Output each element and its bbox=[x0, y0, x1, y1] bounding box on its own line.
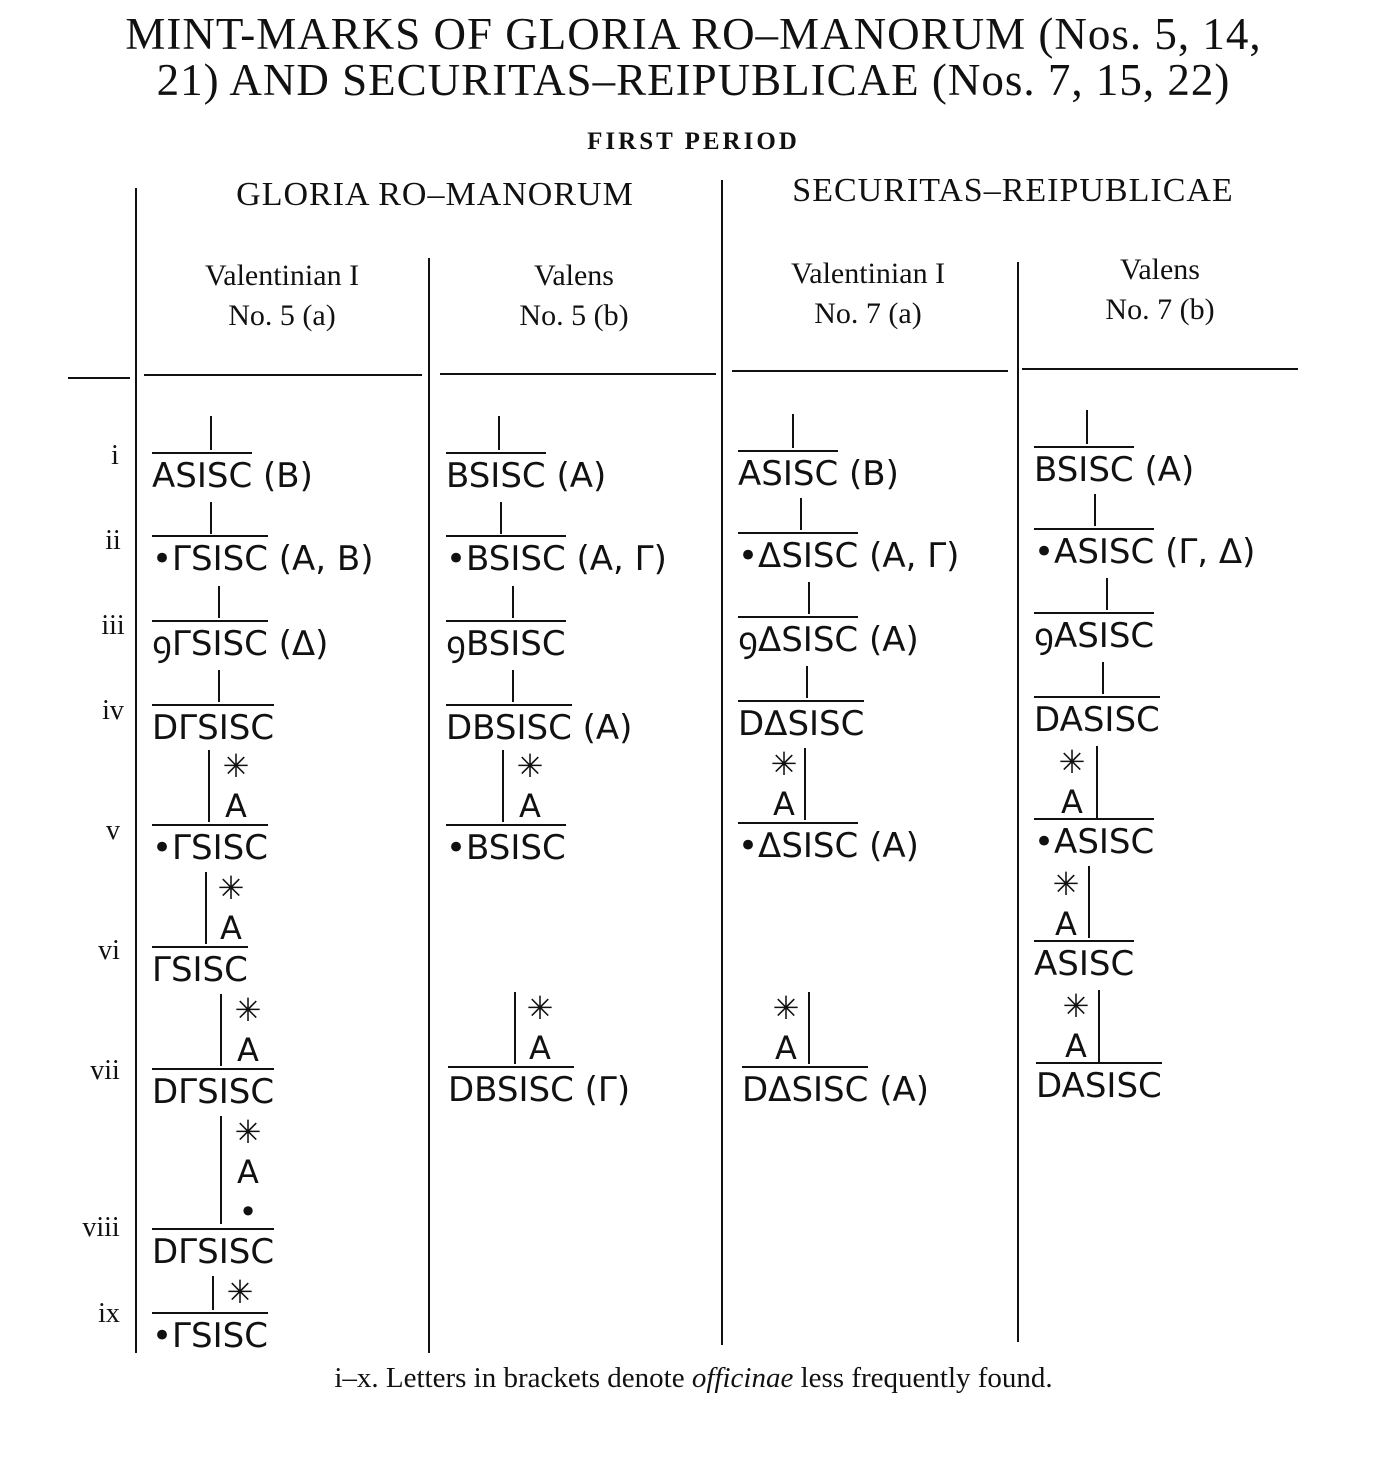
officinae-note: (A) bbox=[879, 1070, 929, 1110]
footnote bbox=[0, 1362, 1387, 1395]
group-gloria: GLORIA RO–MANORUM bbox=[236, 176, 634, 213]
exergue: DASISC bbox=[1034, 696, 1160, 740]
rule-col-1-2 bbox=[428, 258, 430, 1353]
exergue: •ASISC bbox=[1034, 528, 1154, 572]
c1-r1-tick bbox=[210, 416, 212, 450]
exergue: DΓSISC bbox=[152, 1228, 274, 1272]
exergue: ꝯASISC bbox=[1034, 612, 1154, 656]
c4-r5-mark bbox=[1034, 818, 1154, 862]
officinae-note: (A, B) bbox=[278, 539, 374, 579]
exergue: •BSISC bbox=[446, 824, 566, 868]
col-3-number: No. 7 (a) bbox=[814, 297, 922, 330]
header-rule-2 bbox=[440, 373, 716, 375]
field-dot: • bbox=[238, 1193, 258, 1231]
c1-r4-mark bbox=[152, 704, 274, 748]
row-num-iv: iv bbox=[102, 695, 124, 726]
exergue: •ΔSISC bbox=[738, 532, 858, 576]
c2-r2-mark bbox=[446, 535, 667, 579]
c3-r5-tick bbox=[804, 748, 806, 820]
c1-r5-field bbox=[216, 746, 256, 826]
c1-r3-tick bbox=[218, 586, 220, 618]
col-4-emperor: Valens bbox=[1120, 253, 1200, 286]
field-letter: A bbox=[220, 909, 242, 947]
c1-r8-field bbox=[228, 1112, 268, 1232]
header-rule-4 bbox=[1022, 368, 1298, 370]
c2-r2-tick bbox=[500, 502, 502, 534]
col-2-number: No. 5 (b) bbox=[519, 299, 629, 332]
c3-r2-mark bbox=[738, 532, 959, 576]
exergue: DΓSISC bbox=[152, 704, 274, 748]
c4-r1-mark bbox=[1034, 446, 1194, 490]
c4-r2-tick bbox=[1094, 494, 1096, 526]
row-num-vii: vii bbox=[90, 1055, 120, 1086]
c1-r9-tick bbox=[212, 1276, 214, 1310]
c1-r2-mark bbox=[152, 535, 373, 579]
col-header-3 bbox=[728, 254, 1008, 334]
exergue: DΔSISC bbox=[742, 1066, 868, 1110]
c4-r6-mark bbox=[1034, 940, 1134, 984]
officinae-note: (A) bbox=[556, 456, 607, 496]
c3-r3-mark bbox=[738, 616, 919, 660]
officinae-note: (B) bbox=[849, 454, 899, 494]
star-icon: ✳ bbox=[526, 989, 554, 1027]
col-header-2 bbox=[434, 256, 714, 336]
c1-r2-tick bbox=[210, 502, 212, 534]
c1-r8-mark bbox=[152, 1228, 274, 1272]
star-icon: ✳ bbox=[516, 747, 544, 785]
c2-r4-mark bbox=[446, 704, 632, 748]
c4-r3-mark bbox=[1034, 612, 1154, 656]
group-securitas: SECURITAS–REIPUBLICAE bbox=[792, 172, 1234, 209]
star-icon: ✳ bbox=[217, 869, 245, 907]
exergue: DBSISC bbox=[448, 1066, 574, 1110]
c3-r1-tick bbox=[792, 414, 794, 448]
exergue: DBSISC bbox=[446, 704, 572, 748]
field-letter: A bbox=[225, 787, 247, 825]
star-icon: ✳ bbox=[222, 747, 250, 785]
header-rule-3 bbox=[732, 370, 1008, 372]
col-header-1 bbox=[142, 256, 422, 336]
c2-r7-tick bbox=[514, 992, 516, 1064]
field-letter: A bbox=[519, 787, 541, 825]
c1-r4-tick bbox=[218, 670, 220, 702]
c3-r4-tick bbox=[806, 666, 808, 698]
c1-r6-tick bbox=[205, 872, 207, 944]
c1-r3-mark bbox=[152, 620, 328, 664]
star-icon: ✳ bbox=[772, 989, 800, 1027]
c4-r3-tick bbox=[1106, 578, 1108, 610]
exergue: ASISC bbox=[152, 452, 252, 496]
field-letter: A bbox=[773, 785, 795, 823]
officinae-note: (A) bbox=[582, 708, 633, 748]
c4-r6-tick bbox=[1088, 866, 1090, 938]
officinae-note: (Δ) bbox=[278, 624, 329, 664]
exergue: ꝯBSISC bbox=[446, 620, 566, 664]
officinae-note: (A) bbox=[1144, 450, 1195, 490]
c3-r7-tick bbox=[808, 992, 810, 1064]
c1-r7-mark bbox=[152, 1068, 274, 1112]
col-1-number: No. 5 (a) bbox=[228, 299, 336, 332]
col-3-emperor: Valentinian I bbox=[790, 257, 946, 290]
c3-r4-mark bbox=[738, 700, 864, 744]
c3-r2-tick bbox=[800, 498, 802, 530]
officinae-note: (A) bbox=[869, 826, 919, 866]
exergue: BSISC bbox=[446, 452, 546, 496]
officinae-note: (A, Γ) bbox=[576, 539, 667, 579]
c4-r7-field bbox=[1056, 986, 1096, 1066]
footnote-italic: officinae bbox=[691, 1362, 794, 1394]
row-num-v: v bbox=[106, 815, 120, 846]
c4-r5-tick bbox=[1096, 746, 1098, 818]
header-rule-rows bbox=[68, 377, 130, 379]
star-icon: ✳ bbox=[770, 745, 798, 783]
rule-center bbox=[721, 180, 723, 1345]
col-4-number: No. 7 (b) bbox=[1105, 293, 1215, 326]
row-num-vi: vi bbox=[98, 935, 120, 966]
c4-r7-mark bbox=[1036, 1062, 1162, 1106]
footnote-text-end: less frequently found. bbox=[793, 1362, 1053, 1394]
field-letter: A bbox=[1065, 1027, 1087, 1065]
row-num-ix: ix bbox=[98, 1298, 120, 1329]
c3-r1-mark bbox=[738, 450, 899, 494]
exergue: •ΓSISC bbox=[152, 1312, 268, 1356]
c4-r7-tick bbox=[1098, 990, 1100, 1062]
c2-r3-tick bbox=[512, 586, 514, 618]
c1-r9-mark bbox=[152, 1312, 268, 1356]
row-num-ii: ii bbox=[105, 525, 121, 556]
rule-col-3-4 bbox=[1017, 262, 1019, 1342]
exergue: ASISC bbox=[1034, 940, 1134, 984]
c1-r7-field bbox=[228, 990, 268, 1070]
c2-r7-field bbox=[520, 988, 560, 1068]
footnote-text: i–x. Letters in brackets denote bbox=[334, 1362, 692, 1394]
star-icon: ✳ bbox=[1062, 987, 1090, 1025]
star-icon: ✳ bbox=[1052, 865, 1080, 903]
field-letter: A bbox=[1061, 783, 1083, 821]
field-letter: A bbox=[529, 1029, 551, 1067]
c1-r8-tick bbox=[220, 1116, 222, 1224]
c1-r6-field bbox=[211, 868, 251, 948]
title-line-2: 21) AND SECURITAS–REIPUBLICAE (Nos. 7, 15, 22) bbox=[156, 55, 1231, 105]
officinae-note: (Γ, Δ) bbox=[1165, 532, 1256, 572]
c1-r6-mark bbox=[152, 946, 248, 990]
field-letter: A bbox=[1055, 905, 1077, 943]
exergue: ꝯΔSISC bbox=[738, 616, 858, 660]
c1-r5-mark bbox=[152, 824, 268, 868]
officinae-note: (B) bbox=[263, 456, 313, 496]
exergue: ꝯΓSISC bbox=[152, 620, 268, 664]
field-letter: A bbox=[237, 1031, 259, 1069]
star-icon: ✳ bbox=[234, 991, 262, 1029]
exergue: DΔSISC bbox=[738, 700, 864, 744]
exergue: DASISC bbox=[1036, 1062, 1162, 1106]
col-2-emperor: Valens bbox=[534, 259, 614, 292]
c2-r7-mark bbox=[448, 1066, 630, 1110]
star-icon: ✳ bbox=[234, 1113, 262, 1151]
c2-r1-tick bbox=[498, 416, 500, 450]
c3-r7-field bbox=[766, 988, 806, 1068]
exergue: •BSISC bbox=[446, 535, 566, 579]
exergue: •ASISC bbox=[1034, 818, 1154, 862]
c4-r4-tick bbox=[1102, 662, 1104, 694]
exergue: •ΓSISC bbox=[152, 824, 268, 868]
exergue: DΓSISC bbox=[152, 1068, 274, 1112]
exergue: ASISC bbox=[738, 450, 838, 494]
header-rule-1 bbox=[144, 374, 422, 376]
subtitle: FIRST PERIOD bbox=[587, 128, 800, 155]
c2-r3-mark bbox=[446, 620, 566, 664]
title-line-1: MINT-MARKS OF GLORIA RO–MANORUM (Nos. 5, 14, bbox=[125, 9, 1262, 59]
c2-r5-mark bbox=[446, 824, 566, 868]
c3-r7-mark bbox=[742, 1066, 929, 1110]
row-num-i: i bbox=[111, 440, 119, 471]
exergue: •ΔSISC bbox=[738, 822, 858, 866]
officinae-note: (Γ) bbox=[584, 1070, 631, 1110]
star-icon: ✳ bbox=[1058, 743, 1086, 781]
c4-r5-field bbox=[1052, 742, 1092, 822]
rule-left bbox=[135, 188, 137, 1353]
col-1-emperor: Valentinian I bbox=[204, 259, 360, 292]
c4-r6-field bbox=[1046, 864, 1086, 944]
col-header-4 bbox=[1020, 250, 1300, 330]
c1-r1-mark bbox=[152, 452, 313, 496]
c4-r4-mark bbox=[1034, 696, 1160, 740]
c4-r2-mark bbox=[1034, 528, 1255, 572]
field-letter: A bbox=[775, 1029, 797, 1067]
c3-r3-tick bbox=[808, 582, 810, 614]
officinae-note: (A, Γ) bbox=[869, 536, 960, 576]
c1-r7-tick bbox=[220, 994, 222, 1066]
c2-r4-tick bbox=[512, 670, 514, 702]
c1-r9-field bbox=[220, 1272, 260, 1312]
c4-r1-tick bbox=[1086, 410, 1088, 444]
row-num-iii: iii bbox=[101, 610, 125, 641]
c2-r5-field bbox=[510, 746, 550, 826]
c2-r5-tick bbox=[502, 750, 504, 822]
exergue: •ΓSISC bbox=[152, 535, 268, 579]
row-num-viii: viii bbox=[82, 1212, 120, 1243]
star-icon: ✳ bbox=[226, 1273, 254, 1311]
c1-r5-tick bbox=[208, 750, 210, 822]
c3-r5-mark bbox=[738, 822, 919, 866]
field-letter: A bbox=[237, 1153, 259, 1191]
c2-r1-mark bbox=[446, 452, 606, 496]
c3-r5-field bbox=[764, 744, 804, 824]
exergue: ΓSISC bbox=[152, 946, 248, 990]
officinae-note: (A) bbox=[868, 620, 919, 660]
exergue: BSISC bbox=[1034, 446, 1134, 490]
